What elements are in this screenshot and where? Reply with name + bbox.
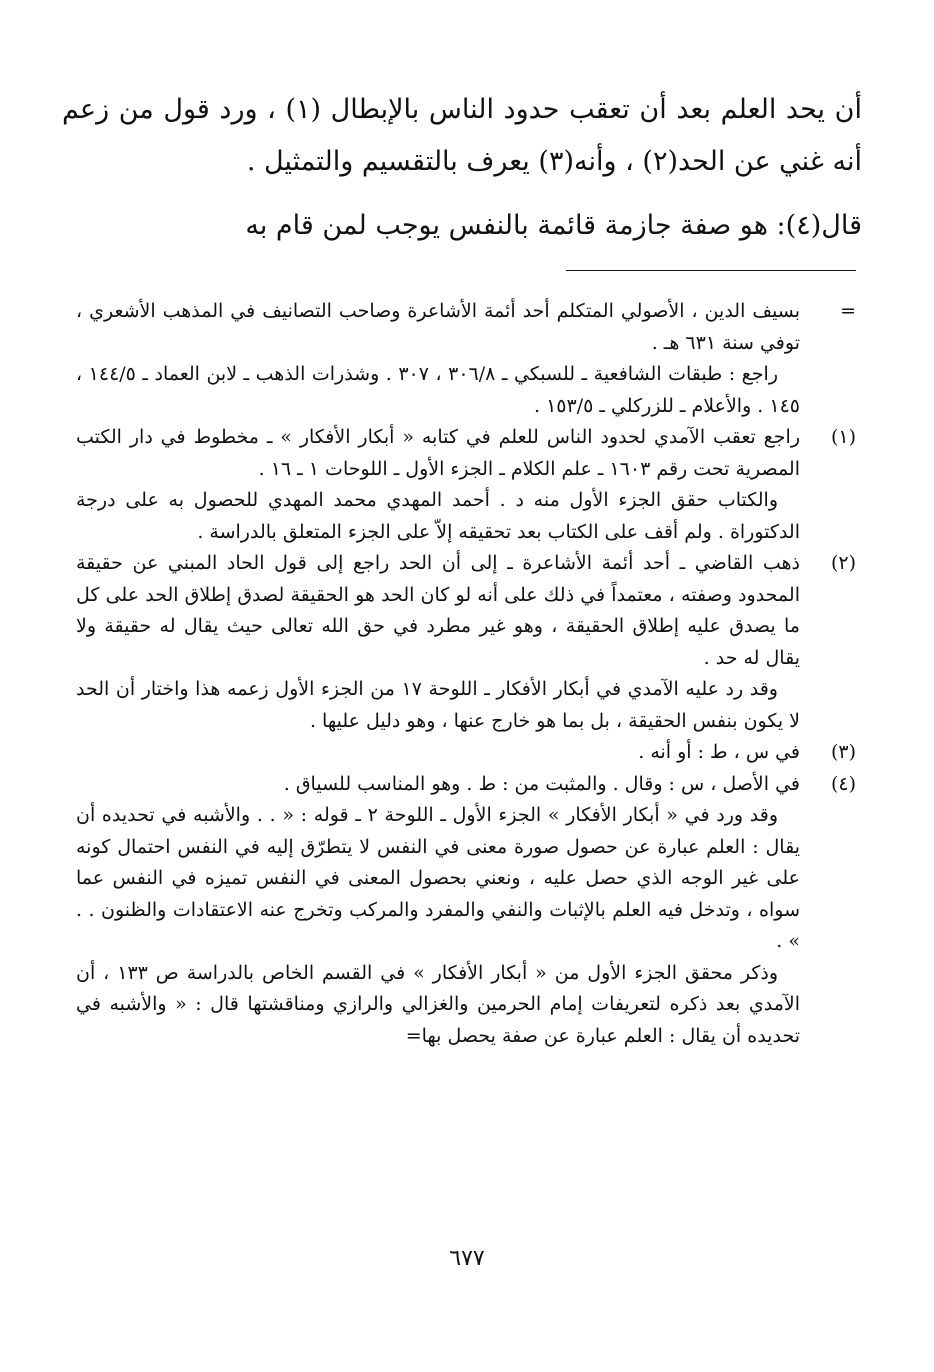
footnote-text: في الأصل ، س : وقال . والمثبت من : ط . وهو المناسب للسياق .	[283, 772, 800, 795]
footnote-text: في س ، ط : أو أنه .	[638, 741, 800, 763]
footnote-text: راجع : طبقات الشافعية ـ للسبكي ـ ٣٠٦/٨ ، ٣٠٧ . وشذرات الذهب ـ لابن العماد ـ ١٤٤/٥ ، ١٤٥ . والأعلام ـ للزركلي ـ ١٥٣/٥ .	[76, 363, 800, 417]
footnote-text: وقد ورد في « أبكار الأفكار » الجزء الأول ـ اللوحة ٢ ـ قوله : « . . والأشبه في تحديده أن يقال : العلم عبارة عن حصول صورة معنى في النفس لا يتطرّق إليه في النفس احتمال كونه على غير الوجه الذي حصل عليه ، ونعني بحصول المعنى في النفس تميزه في النفس عما سواه ، وتدخل فيه العلم بالإثبات والنفي والمفرد والمركب وتخرج عنه الاعتقادات والظنون . . » .	[76, 804, 800, 952]
footnote-3	[76, 737, 856, 769]
footnote-marker: (٢)	[830, 552, 856, 574]
footnote-text: راجع تعقب الآمدي لحدود الناس للعلم في كتابه « أبكار الأفكار » ـ مخطوط في دار الكتب المصرية تحت رقم ١٦٠٣ ـ علم الكلام ـ الجزء الأول ـ اللوحات ١ ـ ١٦ .	[76, 426, 800, 480]
page-number: ٦٧٧	[449, 1246, 485, 1271]
main-text	[62, 84, 862, 252]
footnote-continuation	[76, 296, 856, 422]
footnote-separator	[566, 270, 856, 271]
footnote-text: والكتاب حقق الجزء الأول منه د . أحمد المهدي محمد المهدي للحصول به على درجة الدكتوراة . ولم أقف على الكتاب بعد تحقيقه إلاّ على الجزء المتعلق بالدراسة .	[76, 489, 800, 543]
main-paragraph-1: أن يحد العلم بعد أن تعقب حدود الناس بالإبطال (١) ، ورد قول من زعم أنه غني عن الحد(٢) ، وأنه(٣) يعرف بالتقسيم والتمثيل .	[62, 94, 862, 177]
footnote-marker: (٣)	[830, 741, 856, 763]
footnote-2	[76, 548, 856, 737]
footnotes	[76, 296, 856, 1052]
footnote-marker: (٤)	[830, 772, 856, 795]
footnote-4	[76, 769, 856, 1053]
footnote-text: ذهب القاضي ـ أحد أئمة الأشاعرة ـ إلى أن الحد راجع إلى قول الحاد المبني عن حقيقة المحدود وصفته ، معتمداً في ذلك على أنه لو كان الحد هو الحقيقة لصدق إطلاق الحد على كل ما يصدق عليه إطلاق الحقيقة ، وهو غير مطرد في حق الله تعالى حيث يقال له حقيقة ولا يقال له حد .	[76, 552, 800, 669]
footnote-marker: =	[840, 300, 856, 322]
footnote-1	[76, 422, 856, 548]
footnote-marker: (١)	[830, 426, 856, 448]
footnote-text: وقد رد عليه الآمدي في أبكار الأفكار ـ اللوحة ١٧ من الجزء الأول زعمه هذا واختار أن الحد لا يكون بنفس الحقيقة ، بل بما هو خارج عنها ، وهو دليل عليها .	[76, 678, 800, 732]
footnote-text: وذكر محقق الجزء الأول من « أبكار الأفكار » في القسم الخاص بالدراسة ص ١٣٣ ، أن الآمدي بعد ذكره لتعريفات إمام الحرمين والغزالي والرازي ومناقشتها قال : « والأشبه في تحديده أن يقال : العلم عبارة عن صفة يحصل بها=	[76, 961, 800, 1047]
footnote-text: بسيف الدين ، الأصولي المتكلم أحد أئمة الأشاعرة وصاحب التصانيف في المذهب الأشعري ، توفي سنة ٦٣١ هـ .	[76, 300, 800, 354]
main-paragraph-2: قال(٤): هو صفة جازمة قائمة بالنفس يوجب لمن قام به	[245, 210, 862, 241]
